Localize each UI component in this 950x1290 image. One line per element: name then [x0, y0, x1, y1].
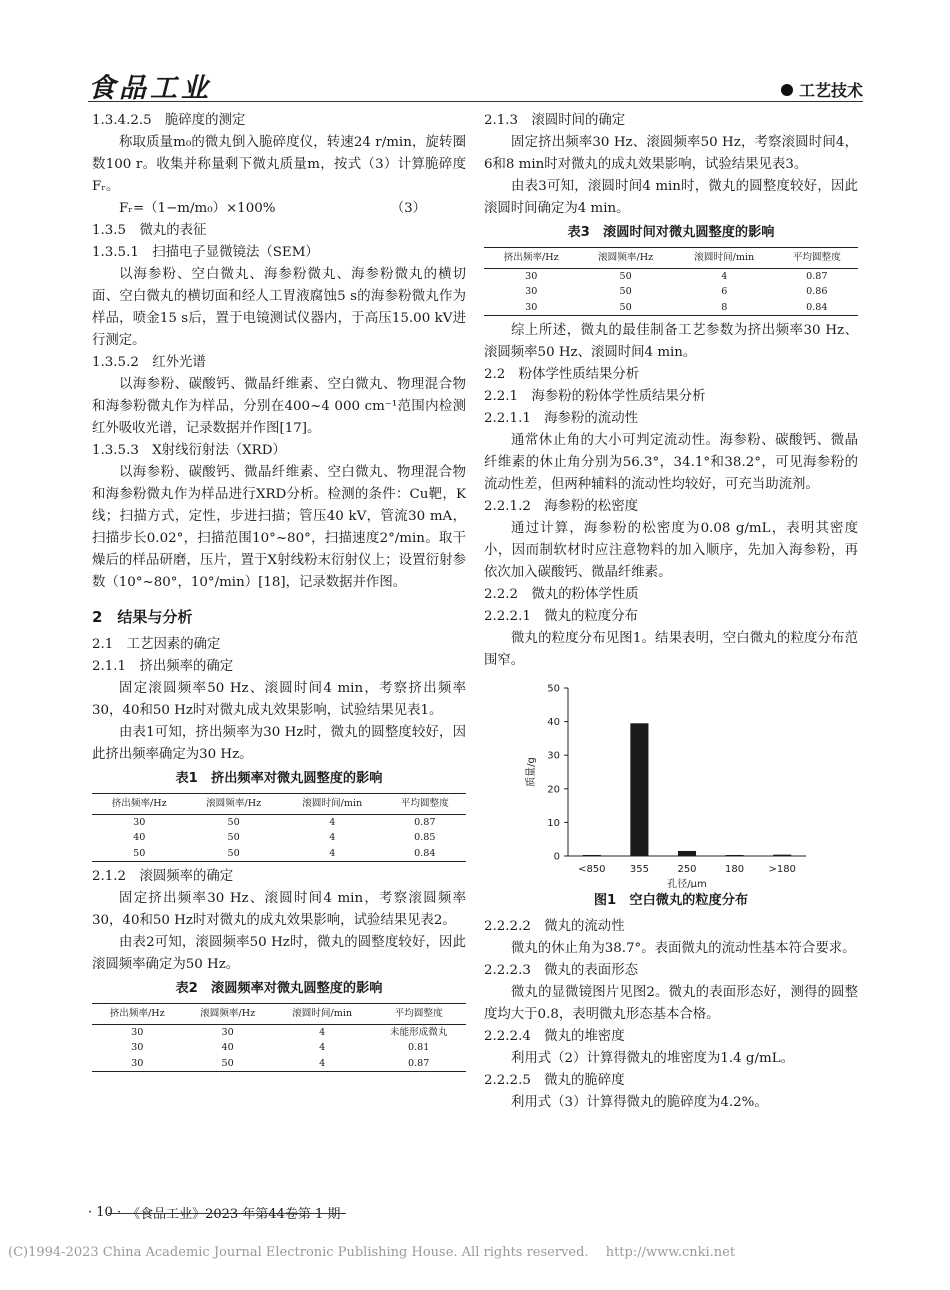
- y-tick-label: 50: [547, 683, 560, 695]
- heading-1-3-5-1: 1.3.5.1 扫描电子显微镜法（SEM）: [92, 245, 319, 260]
- x-tick-label: >180: [768, 864, 796, 875]
- y-tick-label: 0: [553, 851, 560, 863]
- table-cell: 0.81: [408, 1042, 430, 1053]
- table-header-cell: 挤出频率/Hz: [484, 248, 578, 269]
- table-header-cell: 滚圆时间/min: [281, 794, 384, 815]
- table-header-cell: 滚圆频率/Hz: [182, 1004, 272, 1025]
- x-tick-label: 250: [677, 864, 697, 875]
- paragraph: 固定滚圆频率50 Hz、滚圆时间4 min，考察挤出频率30，40和50 Hz时对微丸成丸效果影响，试验结果见表1。: [92, 681, 466, 718]
- copyright-notice: (C)1994-2023 China Academic Journal Electronic Publishing House. All rights reserved. http://www.cnki.net: [8, 1245, 736, 1260]
- table-2: [92, 1003, 466, 1072]
- paragraph: 通过计算，海参粉的松密度为0.08 g/mL，表明其密度小，因而制软材时应注意物料的加入顺序，先加入海参粉，再依次加入碳酸钙、微晶纤维素。: [484, 521, 858, 580]
- bar-1: [630, 723, 648, 856]
- table-cell: 30: [484, 300, 578, 316]
- table-row: [484, 268, 858, 284]
- heading-2-2-2-4: 2.2.2.4 微丸的堆密度: [484, 1029, 625, 1044]
- table-cell: 0.87: [371, 1056, 466, 1072]
- paragraph: 固定挤出频率30 Hz、滚圆时间4 min，考察滚圆频率30，40和50 Hz时对微丸的成丸效果影响，试验结果见表2。: [92, 891, 466, 928]
- header-rule: [88, 101, 863, 102]
- paragraph: 以海参粉、碳酸钙、微晶纤维素、空白微丸、物理混合物和海参粉微丸作为样品，分别在400~4 000 cm⁻¹范围内检测红外吸收光谱，记录数据并作图[17]。: [92, 377, 466, 436]
- table-row: [92, 1024, 466, 1040]
- heading-1-3-5-3: 1.3.5.3 X射线衍射法（XRD）: [92, 443, 286, 458]
- table-cell: 4: [329, 832, 336, 843]
- table-cell: 30: [131, 1026, 144, 1038]
- heading-2-2-2-1: 2.2.2.1 微丸的粒度分布: [484, 609, 638, 624]
- heading-2-2-2-5: 2.2.2.5 微丸的脆碎度: [484, 1073, 625, 1088]
- paragraph: 以海参粉、碳酸钙、微晶纤维素、空白微丸、物理混合物和海参粉微丸作为样品进行XRD分析。检测的条件：Cu靶，K线；扫描方式，定性，步进扫描；管压40 kV，管流30 mA，扫描步长0.02°，扫描范围10°~80°，扫描速度2°/min。取干燥后的样品研磨，压片，置于X射线粉末衍射仪上；设置衍射参数（10°~80°，10°/min）[18]，记录数据并作图。: [92, 465, 466, 590]
- x-tick-label: 355: [629, 864, 649, 875]
- formula-number: （3）: [390, 201, 426, 216]
- table-row: [484, 300, 858, 316]
- table-1-caption: 表1 挤出频率对微丸圆整度的影响: [175, 771, 383, 786]
- table-cell: 40: [221, 1042, 234, 1053]
- table-cell: 30: [131, 1042, 144, 1053]
- table-cell: 30: [92, 1056, 182, 1072]
- table-2-caption: 表2 滚圆频率对微丸圆整度的影响: [175, 981, 383, 996]
- table-cell: 30: [525, 270, 538, 282]
- table-row: [484, 284, 858, 300]
- table-header-cell: 滚圆时间/min: [273, 1004, 372, 1025]
- footer-rule: [108, 1213, 346, 1214]
- heading-1-3-5-2: 1.3.5.2 红外光谱: [92, 355, 206, 370]
- heading-2-1-1: 2.1.1 挤出频率的确定: [92, 659, 234, 674]
- table-cell: 50: [227, 816, 240, 828]
- y-tick-label: 10: [547, 817, 560, 829]
- table-header-cell: 平均圆整度: [371, 1004, 466, 1025]
- formula-expression: Fᵣ=（1−m/m₀）×100%: [119, 201, 276, 216]
- paragraph: 微丸的粒度分布见图1。结果表明，空白微丸的粒度分布范围窄。: [484, 631, 858, 668]
- table-3-caption: 表3 滚圆时间对微丸圆整度的影响: [567, 225, 775, 240]
- table-cell: 4: [319, 1042, 326, 1053]
- table-header-cell: 挤出频率/Hz: [92, 1004, 182, 1025]
- table-cell: 0.84: [384, 846, 466, 862]
- table-cell: 50: [92, 846, 186, 862]
- figure-1: [484, 678, 858, 888]
- y-axis-label: 质量/g: [526, 757, 537, 787]
- table-cell: 30: [221, 1026, 234, 1038]
- section-tag-label: 工艺技术: [798, 81, 863, 100]
- y-tick-label: 30: [547, 750, 560, 762]
- table-cell: 50: [619, 270, 632, 282]
- figure-1-caption: 图1 空白微丸的粒度分布: [593, 893, 749, 908]
- table-cell: 4: [319, 1026, 326, 1038]
- heading-2-2-2-2: 2.2.2.2 微丸的流动性: [484, 919, 625, 934]
- table-cell: 0.84: [776, 300, 858, 316]
- table-header-cell: 滚圆频率/Hz: [578, 248, 672, 269]
- table-header-cell: 挤出频率/Hz: [92, 794, 186, 815]
- table-row: [92, 1040, 466, 1056]
- table-cell: 50: [182, 1056, 272, 1072]
- table-cell: 0.87: [414, 816, 436, 828]
- section-tag: [781, 78, 863, 101]
- table-cell: 未能形成微丸: [389, 1026, 448, 1038]
- table-cell: 0.87: [806, 270, 828, 282]
- table-cell: 40: [133, 832, 146, 843]
- table-cell: 4: [281, 846, 384, 862]
- table-cell: 50: [619, 286, 632, 297]
- y-tick-label: 20: [547, 784, 560, 796]
- y-tick-label: 40: [547, 717, 560, 729]
- right-column: [484, 110, 858, 1114]
- paragraph: 称取质量m₀的微丸倒入脆碎度仪，转速24 r/min，旋转圈数100 r。收集并称量剩下微丸质量m，按式（3）计算脆碎度Fᵣ。: [92, 135, 466, 194]
- table-row: [92, 846, 466, 862]
- bullet-dot-icon: [781, 84, 793, 96]
- heading-2-1-2: 2.1.2 滚圆频率的确定: [92, 869, 234, 884]
- particle-size-chart: [484, 678, 858, 888]
- table-cell: 30: [525, 286, 538, 297]
- heading-1-3-5: 1.3.5 微丸的表征: [92, 223, 207, 238]
- journal-citation: 《食品工业》2023 年第44卷第 1 期: [127, 1207, 341, 1222]
- table-row: [92, 830, 466, 846]
- x-tick-label: 180: [725, 864, 745, 875]
- formula-3: [92, 198, 466, 220]
- paragraph: 由表1可知，挤出频率为30 Hz时，微丸的圆整度较好，因此挤出频率确定为30 Hz。: [92, 725, 466, 762]
- heading-2: 2 结果与分析: [92, 608, 193, 626]
- table-cell: 8: [673, 300, 776, 316]
- bar-3: [726, 855, 744, 856]
- heading-2-2-1-2: 2.2.1.2 海参粉的松密度: [484, 499, 638, 514]
- table-header-cell: 滚圆时间/min: [673, 248, 776, 269]
- x-tick-label: <850: [578, 864, 606, 875]
- heading-2-1-3: 2.1.3 滚圆时间的确定: [484, 113, 626, 128]
- paragraph: 以海参粉、空白微丸、海参粉微丸、海参粉微丸的横切面、空白微丸的横切面和经人工胃液腐蚀5 s的海参粉微丸作为样品，喷金15 s后，置于电镜测试仪器内，于高压15.00 kV进行测定。: [92, 267, 466, 348]
- paragraph: 利用式（3）计算得微丸的脆碎度为4.2%。: [511, 1095, 768, 1110]
- table-header-cell: 平均圆整度: [384, 794, 466, 815]
- paragraph: 固定挤出频率30 Hz、滚圆频率50 Hz，考察滚圆时间4，6和8 min时对微丸的成丸效果影响，试验结果见表3。: [484, 135, 858, 172]
- table-header-cell: 滚圆频率/Hz: [186, 794, 280, 815]
- table-row: [92, 814, 466, 830]
- table-cell: 50: [186, 846, 280, 862]
- bar-4: [773, 855, 791, 856]
- table-cell: 50: [578, 300, 672, 316]
- bar-2: [678, 851, 696, 856]
- table-cell: 0.86: [806, 286, 828, 297]
- table-header-cell: 平均圆整度: [776, 248, 858, 269]
- table-cell: 50: [227, 832, 240, 843]
- table-cell: 4: [329, 816, 336, 828]
- paragraph: 由表3可知，滚圆时间4 min时，微丸的圆整度较好，因此滚圆时间确定为4 min。: [484, 179, 858, 216]
- paragraph: 综上所述，微丸的最佳制备工艺参数为挤出频率30 Hz、滚圆频率50 Hz、滚圆时间4 min。: [484, 323, 858, 360]
- table-cell: 4: [273, 1056, 372, 1072]
- paragraph: 利用式（2）计算得微丸的堆密度为1.4 g/mL。: [511, 1051, 794, 1066]
- heading-2-2-1-1: 2.2.1.1 海参粉的流动性: [484, 411, 638, 426]
- heading-2-2-2-3: 2.2.2.3 微丸的表面形态: [484, 963, 638, 978]
- table-cell: 6: [721, 286, 728, 297]
- heading-1-3-4-2-5: 1.3.4.2.5 脆碎度的测定: [92, 113, 246, 128]
- table-cell: 30: [133, 816, 146, 828]
- paragraph: 微丸的显微镜图片见图2。微丸的表面形态好，测得的圆整度均大于0.8，表明微丸形态基本合格。: [484, 985, 858, 1022]
- heading-2-2-2: 2.2.2 微丸的粉体学性质: [484, 587, 639, 602]
- journal-logo: 食品工业: [88, 73, 212, 104]
- table-3: [484, 247, 858, 316]
- paragraph: 微丸的休止角为38.7°。表面微丸的流动性基本符合要求。: [511, 941, 856, 956]
- table-cell: 0.85: [414, 832, 436, 843]
- bar-0: [583, 855, 601, 856]
- table-cell: 4: [721, 270, 728, 282]
- left-column: [92, 110, 466, 1076]
- table-1: [92, 793, 466, 862]
- x-axis-label: 孔径/μm: [667, 879, 707, 888]
- page-number: · 10 ·: [88, 1205, 122, 1220]
- paragraph: 由表2可知，滚圆频率50 Hz时，微丸的圆整度较好，因此滚圆频率确定为50 Hz。: [92, 935, 466, 972]
- paragraph: 通常休止角的大小可判定流动性。海参粉、碳酸钙、微晶纤维素的休止角分别为56.3°，34.1°和38.2°，可见海参粉的流动性差，但两种辅料的流动性均较好，可充当助流剂。: [484, 433, 858, 492]
- heading-2-1: 2.1 工艺因素的确定: [92, 637, 221, 652]
- heading-2-2-1: 2.2.1 海参粉的粉体学性质结果分析: [484, 389, 706, 404]
- heading-2-2: 2.2 粉体学性质结果分析: [484, 367, 640, 382]
- table-row: [92, 1056, 466, 1072]
